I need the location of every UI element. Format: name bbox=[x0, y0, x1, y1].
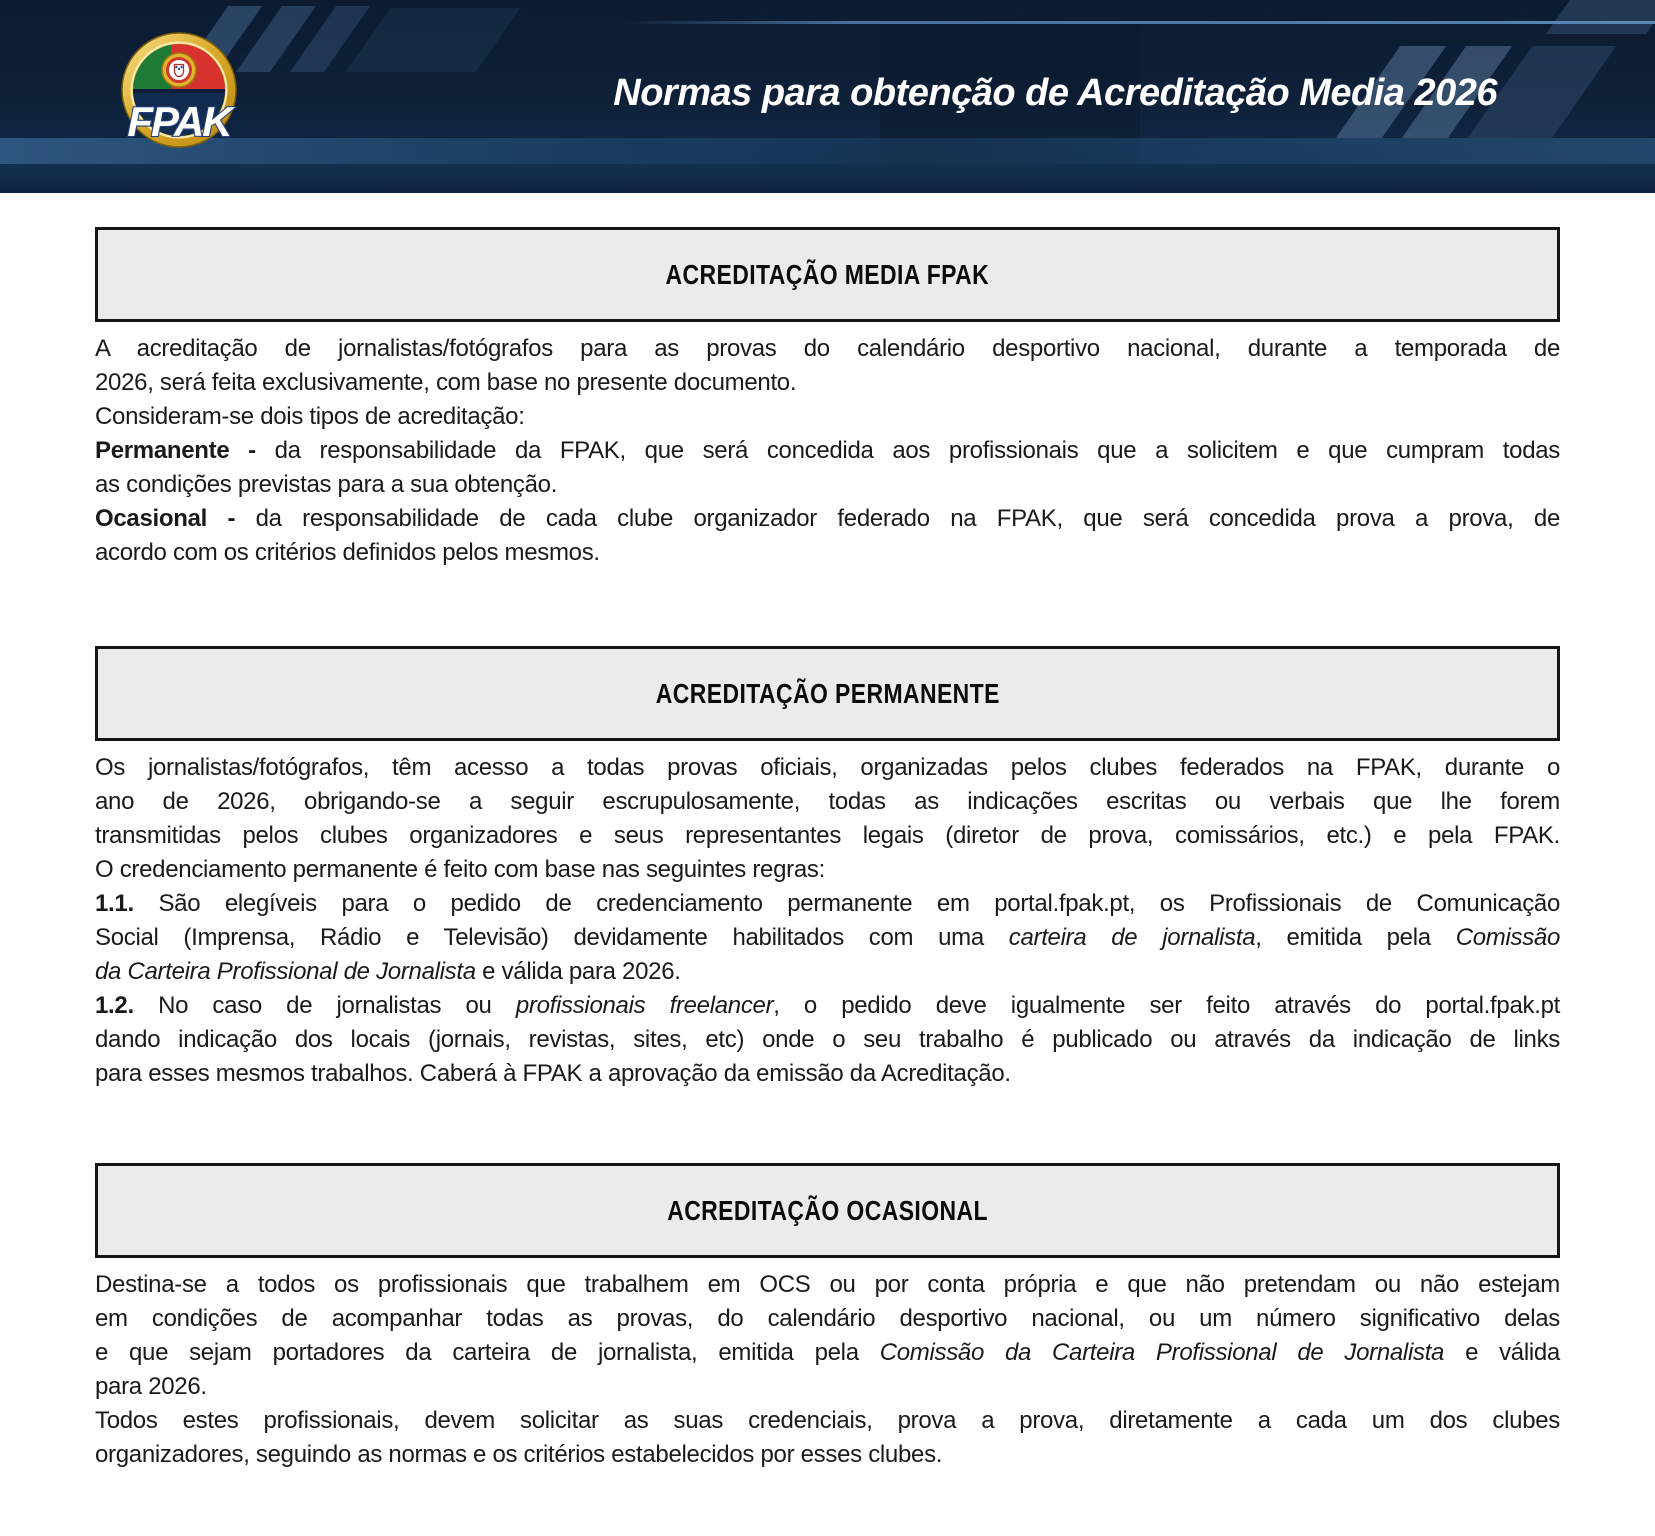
paragraph-line bbox=[95, 1023, 1560, 1057]
text-segment: acordo com os critérios definidos pelos mesmos. bbox=[95, 539, 600, 566]
paragraph-line bbox=[95, 853, 1560, 887]
paragraph-line bbox=[95, 819, 1560, 853]
paragraph-line bbox=[95, 1404, 1560, 1438]
section-heading: ACREDITAÇÃO MEDIA FPAK bbox=[665, 258, 990, 290]
paragraph-line bbox=[95, 1057, 1560, 1091]
paragraph-line bbox=[95, 955, 1560, 989]
banner-highlight-line bbox=[620, 21, 1655, 24]
document-section bbox=[95, 227, 1560, 570]
paragraph-line bbox=[95, 332, 1560, 366]
text-segment: para esses mesmos trabalhos. Caberá à FPAK a aprovação da emissão da Acreditação. bbox=[95, 1060, 1011, 1087]
text-segment: Consideram-se dois tipos de acreditação: bbox=[95, 403, 525, 430]
text-segment: Os jornalistas/fotógrafos, têm acesso a todas provas oficiais, organizadas pelos clubes federados na FPAK, durante o bbox=[95, 754, 1560, 781]
text-segment: para 2026. bbox=[95, 1373, 207, 1400]
text-segment: profissionais freelancer bbox=[515, 992, 774, 1019]
text-segment: A acreditação de jornalistas/fotógrafos para as provas do calendário desportivo nacional, durante a temporada de bbox=[95, 335, 1560, 362]
text-segment: transmitidas pelos clubes organizadores e seus representantes legais (diretor de prova, comissários, etc.) e pela FPAK. bbox=[95, 822, 1560, 849]
section-paragraph bbox=[95, 1268, 1560, 1472]
paragraph-line bbox=[95, 468, 1560, 502]
text-segment: e que sejam portadores da carteira de jornalista, emitida pela bbox=[95, 1339, 880, 1366]
text-segment: 1.2. bbox=[95, 992, 134, 1019]
section-heading: ACREDITAÇÃO PERMANENTE bbox=[655, 677, 1000, 709]
text-segment: dando indicação dos locais (jornais, revistas, sites, etc) onde o seu trabalho é publicado ou através da indicação de links bbox=[95, 1026, 1560, 1053]
paragraph-line bbox=[95, 887, 1560, 921]
text-segment: Ocasional - bbox=[95, 505, 236, 532]
text-segment: ano de 2026, obrigando-se a seguir escrupulosamente, todas as indicações escritas ou verbais que lhe forem bbox=[95, 788, 1560, 815]
paragraph-line bbox=[95, 751, 1560, 785]
banner-stripe bbox=[1546, 0, 1655, 34]
text-segment: Permanente - bbox=[95, 437, 256, 464]
paragraph-line bbox=[95, 366, 1560, 400]
text-segment: 1.1. bbox=[95, 890, 134, 917]
paragraph-line bbox=[95, 502, 1560, 536]
text-segment: as condições previstas para a sua obtenção. bbox=[95, 471, 558, 498]
text-segment: da responsabilidade de cada clube organizador federado na FPAK, que será concedida prova a prova, de bbox=[235, 505, 1560, 532]
document-content bbox=[95, 227, 1560, 1472]
text-segment: Destina-se a todos os profissionais que trabalhem em OCS ou por conta própria e que não pretendam ou não estejam bbox=[95, 1271, 1560, 1298]
paragraph-line bbox=[95, 1336, 1560, 1370]
fpak-logo-icon bbox=[113, 32, 247, 160]
paragraph-line bbox=[95, 989, 1560, 1023]
section-heading-box bbox=[95, 227, 1560, 322]
text-segment: e válida para 2026. bbox=[475, 958, 681, 985]
text-segment: O credenciamento permanente é feito com base nas seguintes regras: bbox=[95, 856, 825, 883]
paragraph-line bbox=[95, 434, 1560, 468]
section-heading-box bbox=[95, 1163, 1560, 1258]
banner-horizontal-band bbox=[0, 138, 1655, 164]
text-segment: em condições de acompanhar todas as provas, do calendário desportivo nacional, ou um número significativo delas bbox=[95, 1305, 1560, 1332]
text-segment: São elegíveis para o pedido de credenciamento permanente em portal.fpak.pt, os Profissionais de Comunicação bbox=[133, 890, 1560, 917]
section-heading-box bbox=[95, 646, 1560, 741]
section-paragraph bbox=[95, 751, 1560, 1091]
paragraph-line bbox=[95, 1370, 1560, 1404]
page-header-banner bbox=[0, 0, 1655, 193]
text-segment: 2026, será feita exclusivamente, com base no presente documento. bbox=[95, 369, 797, 396]
text-segment: carteira de jornalista bbox=[1008, 924, 1256, 951]
paragraph-line bbox=[95, 400, 1560, 434]
text-segment: No caso de jornalistas ou bbox=[133, 992, 516, 1019]
text-segment: , emitida pela bbox=[1255, 924, 1456, 951]
paragraph-line bbox=[95, 1438, 1560, 1472]
paragraph-line bbox=[95, 785, 1560, 819]
document-section bbox=[95, 646, 1560, 1091]
document-title: Normas para obtenção de Acreditação Media 2026 bbox=[613, 72, 1497, 114]
text-segment: da responsabilidade da FPAK, que será concedida aos profissionais que a solicitem e que cumpram todas bbox=[255, 437, 1560, 464]
fpak-logo-text: FPAK bbox=[127, 98, 231, 145]
document-section bbox=[95, 1163, 1560, 1472]
text-segment: e válida bbox=[1444, 1339, 1560, 1366]
section-paragraph bbox=[95, 332, 1560, 570]
text-segment: Social (Imprensa, Rádio e Televisão) devidamente habilitados com uma bbox=[95, 924, 1009, 951]
paragraph-line bbox=[95, 921, 1560, 955]
section-heading: ACREDITAÇÃO OCASIONAL bbox=[667, 1194, 988, 1226]
banner-bottom-band bbox=[0, 164, 1655, 193]
paragraph-line bbox=[95, 1302, 1560, 1336]
banner-stripe bbox=[346, 8, 521, 72]
text-segment: , o pedido deve igualmente ser feito através do portal.fpak.pt bbox=[773, 992, 1560, 1019]
text-segment: Todos estes profissionais, devem solicitar as suas credenciais, prova a prova, diretamente a cada um dos clubes bbox=[95, 1407, 1560, 1434]
paragraph-line bbox=[95, 1268, 1560, 1302]
text-segment: organizadores, seguindo as normas e os critérios estabelecidos por esses clubes. bbox=[95, 1441, 943, 1468]
document-body bbox=[0, 193, 1655, 1472]
text-segment: Comissão da Carteira Profissional de Jornalista bbox=[879, 1339, 1445, 1366]
text-segment: da Carteira Profissional de Jornalista bbox=[95, 958, 476, 985]
paragraph-line bbox=[95, 536, 1560, 570]
text-segment: Comissão bbox=[1455, 924, 1560, 951]
